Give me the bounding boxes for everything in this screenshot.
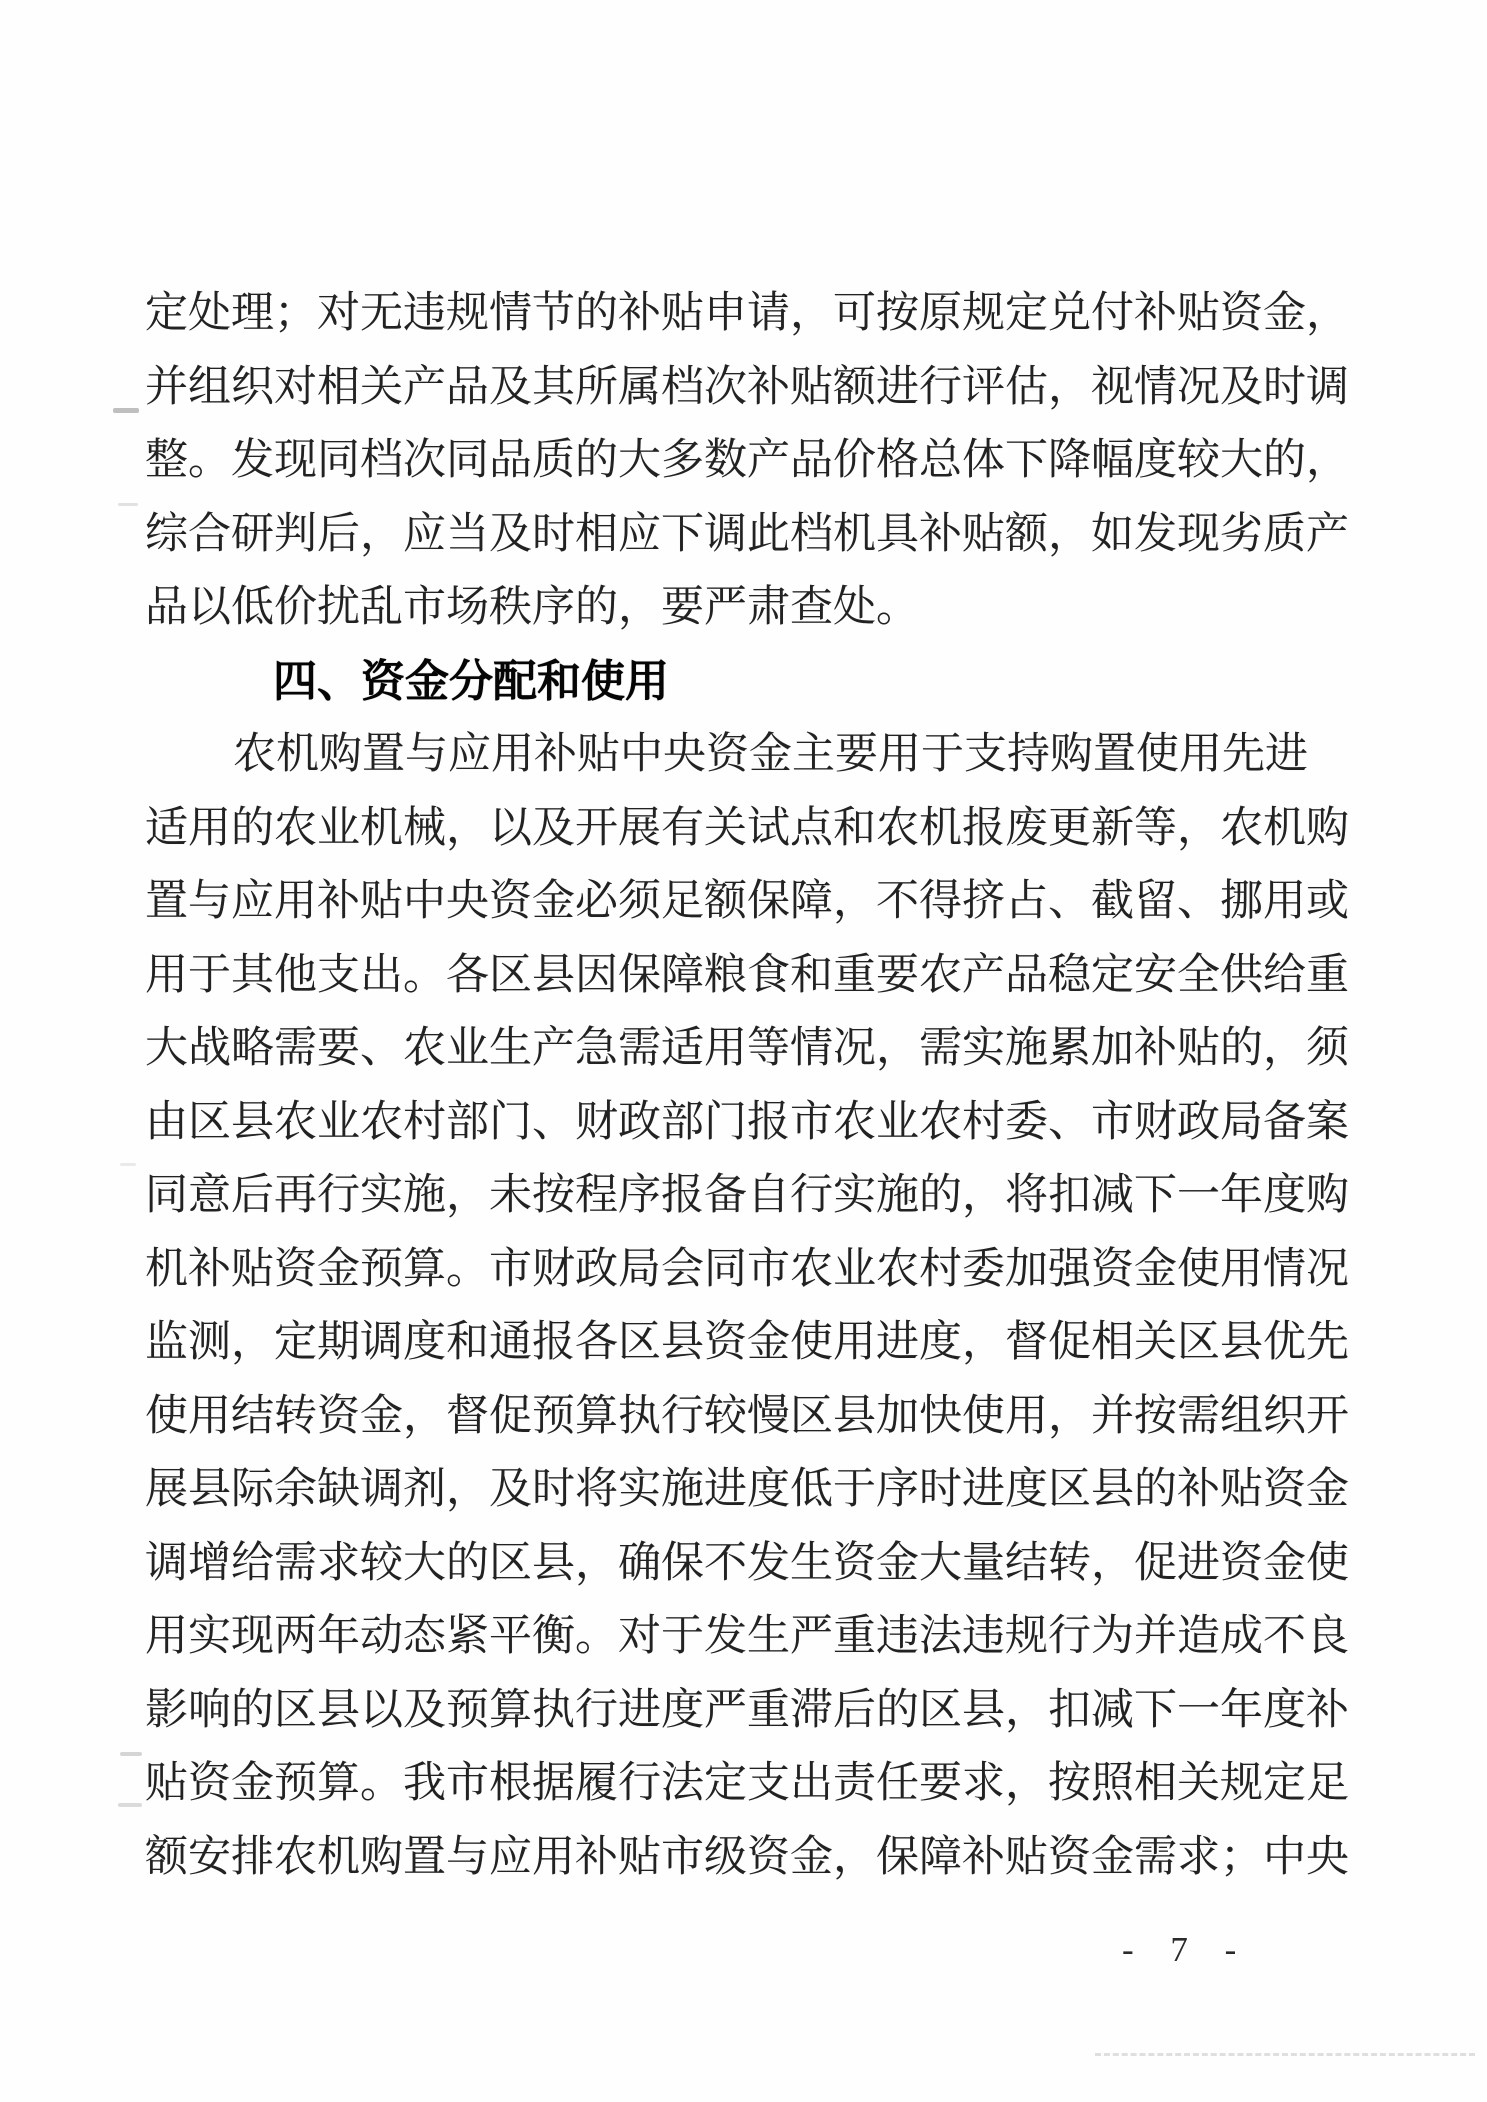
- scan-artifact: [113, 408, 139, 413]
- text-line: 整。发现同档次同品质的大多数产品价格总体下降幅度较大的，: [145, 437, 1349, 484]
- page-number: - 7 -: [1122, 1930, 1251, 1969]
- text-line: 额安排农机购置与应用补贴市级资金，保障补贴资金需求；中央: [145, 1833, 1349, 1881]
- text-line: 使用结转资金，督促预算执行较慢区县加快使用，并按需组织开: [145, 1392, 1349, 1440]
- text-line: 适用的农业机械，以及开展有关试点和农机报废更新等，农机购: [145, 804, 1349, 852]
- section-heading: 四、资金分配和使用: [273, 656, 669, 706]
- text-line: 调增给需求较大的区县，确保不发生资金大量结转，促进资金使: [145, 1539, 1349, 1587]
- scan-artifact: [120, 1163, 136, 1166]
- text-line: 定处理；对无违规情节的补贴申请，可按原规定兑付补贴资金，: [145, 290, 1349, 337]
- text-line: 置与应用补贴中央资金必须足额保障，不得挤占、截留、挪用或: [145, 878, 1349, 925]
- scan-artifact: [118, 1803, 142, 1807]
- text-line: 农机购置与应用补贴中央资金主要用于支持购置使用先进: [233, 731, 1308, 778]
- text-line: 展县际余缺调剂，及时将实施进度低于序时进度区县的补贴资金: [145, 1466, 1349, 1513]
- text-line: 监测，定期调度和通报各区县资金使用进度，督促相关区县优先: [145, 1319, 1349, 1366]
- text-line: 贴资金预算。我市根据履行法定支出责任要求，按照相关规定足: [145, 1760, 1349, 1807]
- text-line: 由区县农业农村部门、财政部门报市农业农村委、市财政局备案: [145, 1098, 1349, 1146]
- text-line: 品以低价扰乱市场秩序的，要严肃查处。: [145, 584, 919, 631]
- scan-artifact: [118, 503, 138, 506]
- text-line: 大战略需要、农业生产急需适用等情况，需实施累加补贴的，须: [145, 1025, 1349, 1072]
- text-line: 机补贴资金预算。市财政局会同市农业农村委加强资金使用情况: [145, 1245, 1349, 1293]
- text-line: 并组织对相关产品及其所属档次补贴额进行评估，视情况及时调: [145, 363, 1349, 411]
- text-line: 同意后再行实施，未按程序报备自行实施的，将扣减下一年度购: [145, 1172, 1349, 1219]
- text-line: 用于其他支出。各区县因保障粮食和重要农产品稳定安全供给重: [145, 951, 1349, 999]
- text-line: 影响的区县以及预算执行进度严重滞后的区县，扣减下一年度补: [145, 1686, 1349, 1734]
- document-text-block: [145, 277, 1355, 1894]
- text-line: 综合研判后，应当及时相应下调此档机具补贴额，如发现劣质产: [145, 510, 1349, 558]
- scan-artifact: [120, 1752, 142, 1756]
- text-line: 用实现两年动态紧平衡。对于发生严重违法违规行为并造成不良: [145, 1613, 1349, 1660]
- scan-artifact: [1095, 2053, 1475, 2056]
